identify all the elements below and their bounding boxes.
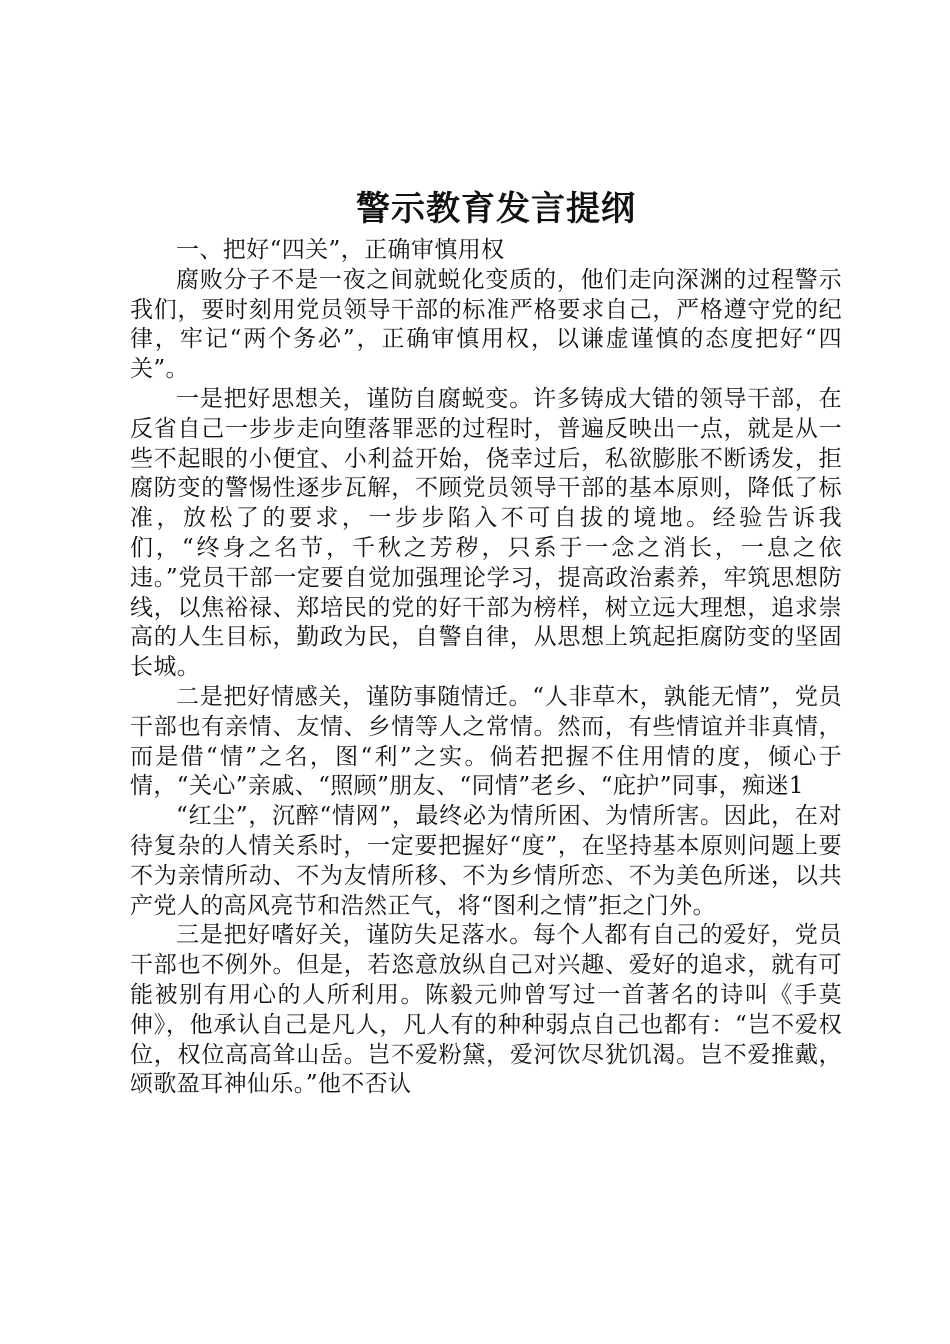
document-page bbox=[130, 182, 842, 1100]
paragraph-hobby: 三是把好嗜好关，谨防失足落水。每个人都有自己的爱好，党员干部也不例外。但是，若恣意放纵自己对兴趣、爱好的追求，就有可能被别有用心的人所利用。陈毅元帅曾写过一首著名的诗叫《手莫伸》，他承认自己是凡人，凡人有的种种弱点自己也都有：“岂不爱权位，权位高高耸山岳。岂不爱粉黛，爱河饮尽犹饥渴。岂不爱推戴，颂歌盈耳神仙乐。”他不否认 bbox=[130, 922, 842, 1098]
paragraph-emotion: 二是把好情感关，谨防事随情迁。“人非草木，孰能无情”，党员干部也有亲情、友情、乡情等人之常情。然而，有些情谊并非真情，而是借“情”之名，图“利”之实。倘若把握不住用情的度，倾心于情，“关心”亲戚、“照顾”朋友、“同情”老乡、“庇护”同事，痴迷1 bbox=[130, 683, 842, 800]
paragraph-emotion-continued: “红尘”，沉醉“情网”，最终必为情所困、为情所害。因此，在对待复杂的人情关系时，一定要把握好“度”，在坚持基本原则问题上要不为亲情所动、不为友情所移、不为乡情所恋、不为美色所迷，以共产党人的高风亮节和浩然正气，将“图利之情”拒之门外。 bbox=[130, 803, 842, 919]
paragraph-intro: 腐败分子不是一夜之间就蜕化变质的，他们走向深渊的过程警示我们，要时刻用党员领导干部的标准严格要求自己，严格遵守党的纪律，牢记“两个务必”，正确审慎用权，以谦虚谨慎的态度把好“四关”。 bbox=[130, 266, 842, 383]
document-title: 警示教育发言提纲 bbox=[356, 189, 636, 229]
section-heading: 一、把好“四关”，正确审慎用权 bbox=[176, 237, 505, 263]
paragraph-thought: 一是把好思想关，谨防自腐蜕变。许多铸成大错的领导干部，在反省自己一步步走向堕落罪恶的过程时，普遍反映出一点，就是从一些不起眼的小便宜、小利益开始，侥幸过后，私欲膨胀不断诱发，拒腐防变的警惕性逐步瓦解，不顾党员领导干部的基本原则，降低了标准，放松了的要求，一步步陷入不可自拔的境地。经验告诉我们，“终身之名节，千秋之芳秽，只系于一念之消长，一息之依违。”党员干部一定要自觉加强理论学习，提高政治素养，牢筑思想防线，以焦裕禄、郑培民的党的好干部为榜样，树立远大理想，追求崇高的人生目标，勤政为民，自警自律，从思想上筑起拒腐防变的坚固长城。 bbox=[130, 385, 842, 681]
